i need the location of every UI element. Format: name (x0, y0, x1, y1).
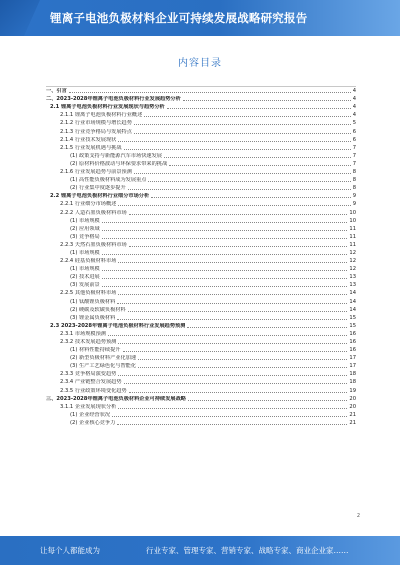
toc-entry[interactable] (46, 403, 356, 411)
toc-entry-label: 2.2.2 人造石墨负极材料市场 (60, 209, 127, 216)
toc-entry[interactable] (46, 297, 356, 305)
toc-entry-page: 17 (349, 355, 356, 362)
toc-entry-label: (1) 市场规模 (70, 217, 100, 224)
toc-entry-label: 一、引言 (46, 88, 67, 95)
toc-leader-dots (134, 124, 351, 125)
toc-entry-page: 12 (349, 266, 356, 273)
toc-entry[interactable] (46, 265, 356, 273)
toc-entry-page: 15 (349, 322, 356, 329)
toc-entry[interactable] (46, 152, 356, 160)
toc-entry-label: 2.2 锂离子电池负极材料行业细分市场分析 (50, 193, 150, 200)
toc-entry-page: 13 (349, 274, 356, 281)
toc-entry-label: (2) 硬碳及软碳负极材料 (70, 306, 126, 313)
toc-leader-dots (134, 173, 351, 174)
toc-entry-label: 2.1.4 行业技术发展现状 (60, 136, 117, 143)
toc-leader-dots (117, 303, 347, 304)
toc-entry-label: (2) 新型负极材料产业化加速 (70, 355, 137, 362)
toc-entry-label: 三、2023-2028年锂离子电池负极材料企业可持续发展战略 (46, 395, 186, 402)
toc-entry[interactable] (46, 176, 356, 184)
page-number: 2 (356, 513, 360, 519)
toc-entry[interactable] (46, 192, 356, 200)
toc-entry[interactable] (46, 249, 356, 257)
toc-entry-label: 二、2023-2028年锂离子电池负极材料行业发展趋势分析 (46, 96, 181, 103)
toc-entry-label: (1) 政策支持与新能源汽车市场快速发展 (70, 152, 162, 159)
toc-entry-label: (1) 企业经营状况 (70, 411, 111, 418)
toc-entry[interactable] (46, 200, 356, 208)
toc-leader-dots (118, 408, 347, 409)
toc-leader-dots (128, 189, 351, 190)
toc-entry-page: 6 (352, 136, 356, 143)
toc-entry-label: 2.2.5 其他负极材料市场 (60, 290, 117, 297)
toc-entry-page: 21 (349, 419, 356, 426)
toc-entry-page: 17 (349, 363, 356, 370)
toc-entry-label: 2.2.1 行业细分市场概述 (60, 201, 117, 208)
toc-entry-page: 7 (352, 144, 356, 151)
toc-entry[interactable] (46, 370, 356, 378)
toc-leader-dots (69, 92, 351, 93)
toc-entry-page: 4 (352, 96, 356, 103)
toc-entry-label: 2.3 2023-2028年锂离子电池负极材料行业发展趋势预测 (50, 322, 186, 329)
toc-entry[interactable] (46, 127, 356, 135)
toc-leader-dots (124, 383, 348, 384)
toc-entry-page: 8 (352, 185, 356, 192)
toc-leader-dots (134, 133, 351, 134)
footer-slogan: 让每个人都能成为 (40, 546, 100, 555)
toc-leader-dots (129, 214, 348, 215)
toc-entry-page: 4 (352, 112, 356, 119)
toc-entry-label: (3) 生产工艺绿色化与智能化 (70, 363, 137, 370)
toc-leader-dots (164, 157, 351, 158)
toc-entry-page: 11 (349, 233, 356, 240)
toc-title: 内容目录 (178, 58, 222, 69)
toc-entry[interactable] (46, 338, 356, 346)
toc-entry-label: 2.1.3 行业竞争格局与发展特点 (60, 128, 132, 135)
toc-entry-page: 10 (349, 209, 356, 216)
toc-entry[interactable] (46, 330, 356, 338)
toc-leader-dots (169, 165, 351, 166)
toc-leader-dots (129, 246, 348, 247)
toc-entry-page: 16 (349, 339, 356, 345)
toc-entry[interactable] (46, 378, 356, 386)
toc-entry[interactable] (46, 144, 356, 152)
toc-entry[interactable] (46, 314, 356, 322)
toc-entry-label: 2.3.5 行业政策环境变化趋势 (60, 387, 127, 394)
toc-entry[interactable] (46, 362, 356, 370)
toc-entry[interactable] (46, 273, 356, 281)
toc-leader-dots (102, 254, 348, 255)
toc-entry[interactable] (46, 419, 356, 427)
toc-entry-label: 2.1.6 行业发展趋势与前景预测 (60, 169, 132, 176)
toc-entry-page: 11 (349, 241, 356, 248)
toc-entry-page: 19 (349, 387, 356, 394)
toc-leader-dots (108, 335, 347, 336)
toc-entry[interactable] (46, 257, 356, 265)
toc-entry-page: 18 (349, 379, 356, 386)
header-title: 锂离子电池负极材料企业可持续发展战略研究报告 (50, 11, 308, 25)
header-corner-decoration (0, 0, 40, 36)
toc-entry-label: 2.1.2 行业市场规模与增长趋势 (60, 120, 132, 127)
toc-leader-dots (102, 238, 348, 239)
toc-entry-label: (2) 原材料价格波动与环保要求带来的挑战 (70, 160, 168, 167)
toc-leader-dots (118, 141, 350, 142)
toc-entry-page: 4 (352, 88, 356, 95)
header-banner (0, 0, 400, 36)
toc-entry-page: 4 (352, 104, 356, 111)
toc-entry-label: (1) 钛酸锂负极材料 (70, 298, 116, 305)
toc-leader-dots (112, 416, 347, 417)
toc-leader-dots (118, 343, 347, 344)
footer-banner (0, 536, 400, 565)
toc-entry-page: 8 (352, 169, 356, 176)
toc-entry-page: 13 (349, 282, 356, 289)
toc-leader-dots (102, 222, 348, 223)
toc-leader-dots (183, 100, 351, 101)
toc-entry-label: (1) 市场规模 (70, 249, 100, 256)
toc-entry-page: 12 (349, 249, 356, 256)
toc-entry-page: 8 (352, 177, 356, 184)
toc-leader-dots (167, 108, 351, 109)
toc-entry-label: 2.3.2 技术发展趋势预测 (60, 339, 117, 345)
toc-entry-label: (1) 市场规模 (70, 266, 100, 273)
toc-entry-page: 6 (352, 128, 356, 135)
toc-leader-dots (138, 367, 347, 368)
toc-entry-label: (3) 锂金属负极材料 (70, 314, 116, 321)
toc-entry-page: 9 (352, 193, 356, 200)
toc-entry[interactable] (46, 217, 356, 225)
toc-entry[interactable] (46, 281, 356, 289)
toc-entry-page: 9 (352, 201, 356, 208)
toc-entry[interactable] (46, 184, 356, 192)
toc-leader-dots (117, 424, 347, 425)
toc-entry-label: 2.3.4 产业链整合发展趋势 (60, 379, 122, 386)
toc-entry-page: 20 (349, 403, 356, 410)
toc-entry-label: (2) 应用领域 (70, 225, 100, 232)
toc-leader-dots (102, 230, 348, 231)
toc-leader-dots (128, 311, 348, 312)
toc-leader-dots (148, 181, 350, 182)
toc-entry-label: (1) 高性能负极材料成为发展重点 (70, 177, 147, 184)
toc-entry-page: 18 (349, 371, 356, 378)
toc-leader-dots (118, 205, 350, 206)
toc-leader-dots (102, 286, 348, 287)
toc-leader-dots (129, 392, 348, 393)
toc-leader-dots (102, 278, 348, 279)
toc-leader-dots (188, 400, 347, 401)
toc-leader-dots (138, 359, 347, 360)
toc-entry[interactable] (46, 233, 356, 241)
toc-entry-page: 21 (349, 411, 356, 418)
toc-entry-label: (2) 技术进展 (70, 274, 100, 281)
toc-entry-label: (2) 企业核心竞争力 (70, 419, 116, 426)
toc-entry[interactable] (46, 208, 356, 216)
toc-entry-label: 3.1.1 企业发展现状分析 (60, 403, 117, 410)
toc-entry-label: (1) 材料性能持续提升 (70, 347, 121, 354)
toc-entry-page: 15 (349, 314, 356, 321)
toc-leader-dots (151, 197, 351, 198)
toc-entry[interactable] (46, 346, 356, 354)
toc-entry[interactable] (46, 241, 356, 249)
toc-leader-dots (124, 149, 351, 150)
toc-entry[interactable] (46, 168, 356, 176)
toc-entry[interactable] (46, 354, 356, 362)
toc-leader-dots (118, 262, 347, 263)
toc-entry-page: 16 (349, 347, 356, 354)
toc-leader-dots (102, 270, 348, 271)
toc-leader-dots (118, 375, 347, 376)
toc-entry-page: 16 (349, 330, 356, 337)
toc-entry[interactable] (46, 95, 356, 103)
toc-leader-dots (144, 116, 350, 117)
toc-entry-label: 2.1 锂离子电池负极材料行业发展现状与趋势分析 (50, 104, 165, 111)
toc-entry-page: 10 (349, 217, 356, 224)
toc-entry-label: 2.3.1 市场规模预测 (60, 330, 106, 337)
toc-leader-dots (117, 319, 347, 320)
toc-entry-page: 14 (349, 298, 356, 305)
toc-leader-dots (123, 351, 348, 352)
toc-entry[interactable] (46, 136, 356, 144)
toc-leader-dots (187, 327, 347, 328)
toc-entry-page: 7 (352, 152, 356, 159)
toc-entry-label: (2) 行业集中度逐步提升 (70, 185, 126, 192)
toc-entry-label: 2.2.4 硅基负极材料市场 (60, 258, 117, 265)
toc-entry-page: 5 (352, 120, 356, 127)
toc-entry[interactable] (46, 86, 356, 95)
toc-entry-page: 14 (349, 290, 356, 297)
footer-tagline: 行业专家、管理专家、营销专家、战略专家、商业企业家…… (146, 546, 349, 555)
toc-entry-label: (3) 发展前景 (70, 282, 100, 289)
toc-entry[interactable] (46, 119, 356, 127)
toc-entry[interactable] (46, 160, 356, 168)
toc-entry[interactable] (46, 306, 356, 314)
toc-leader-dots (118, 294, 347, 295)
toc-entry[interactable] (46, 411, 356, 419)
table-of-contents (46, 86, 356, 427)
toc-entry-page: 11 (349, 225, 356, 232)
toc-entry-label: 2.1.1 锂离子电池负极材料行业概述 (60, 112, 143, 119)
toc-entry-label: (3) 竞争格局 (70, 233, 100, 240)
toc-entry[interactable] (46, 289, 356, 297)
toc-entry[interactable] (46, 111, 356, 119)
toc-entry[interactable] (46, 395, 356, 403)
toc-entry[interactable] (46, 322, 356, 330)
toc-entry-page: 14 (349, 306, 356, 313)
toc-entry[interactable] (46, 103, 356, 111)
toc-entry[interactable] (46, 225, 356, 233)
toc-entry-page: 7 (352, 160, 356, 167)
toc-entry-page: 20 (349, 395, 356, 402)
toc-entry-label: 2.1.5 行业发展机遇与挑战 (60, 144, 122, 151)
toc-entry-label: 2.3.3 竞争格局演变趋势 (60, 371, 117, 378)
toc-entry-label: 2.2.3 天然石墨负极材料市场 (60, 241, 127, 248)
toc-entry[interactable] (46, 386, 356, 394)
toc-entry-page: 12 (349, 258, 356, 265)
